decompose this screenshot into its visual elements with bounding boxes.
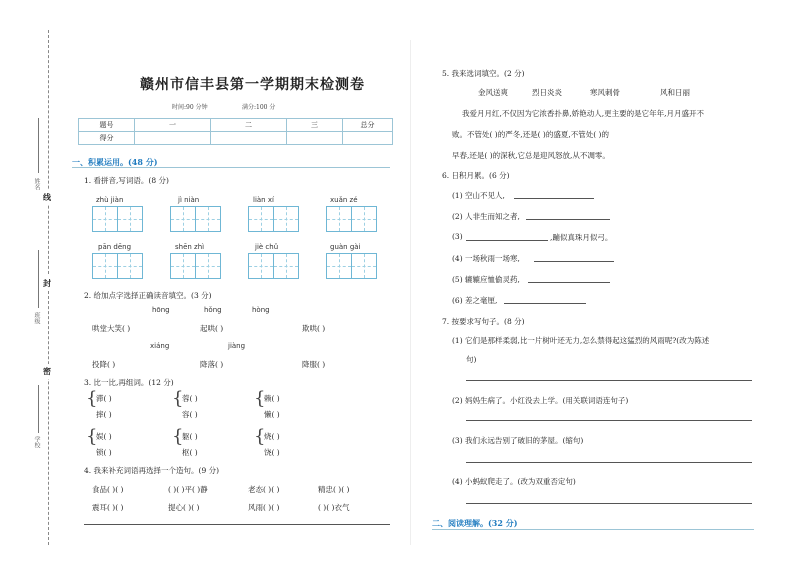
q3-item[interactable]: 枢( ) <box>182 448 198 457</box>
name-label: 姓名 <box>33 178 40 190</box>
q7-sentence: (1) 它们是那样柔弱,比一片树叶还无力,怎么禁得起这猛烈的风雨呢?(改为陈述 <box>452 336 710 345</box>
q3-item[interactable]: 烧( ) <box>264 432 280 441</box>
q6-blank[interactable] <box>514 198 594 199</box>
brace: { <box>254 426 266 447</box>
q1-pinyin: liàn xí <box>253 196 274 204</box>
score-cell: 一 <box>135 119 211 132</box>
section1-underline <box>72 167 390 168</box>
q2-title: 2. 给加点字选择正确读音填空。(3 分) <box>84 291 212 300</box>
score-cell: 三 <box>287 119 343 132</box>
q3-item[interactable]: 赖( ) <box>264 394 280 403</box>
q3-item[interactable]: 懒( ) <box>264 410 280 419</box>
tianzi-grid[interactable] <box>92 206 118 232</box>
q6-item-suffix: ,蹦似真珠月似弓。 <box>550 233 613 242</box>
class-label: 班级 <box>33 312 40 324</box>
q2-pinyin: jiàng <box>228 342 246 350</box>
q2-pinyin: hǒng <box>204 306 222 314</box>
q2-item[interactable]: 降服( ) <box>302 360 326 369</box>
score-cell: 总分 <box>343 119 393 132</box>
q6-item: (5) 辘辘应恤偷灵药, <box>452 275 520 284</box>
q5-option: 寒风刺骨 <box>590 88 620 97</box>
q5-passage-line[interactable]: 早春,还是( )的深秋,它总是迎风怒放,从不凋零。 <box>452 151 610 160</box>
score-cell: 题号 <box>79 119 135 132</box>
q7-sentence: (2) 妈妈生病了。小红没去上学。(用关联词语连句子) <box>452 396 629 405</box>
brace: { <box>172 426 184 447</box>
q2-pinyin: hōng <box>152 306 170 314</box>
brace: { <box>172 388 184 409</box>
q5-title: 5. 我来选词填空。(2 分) <box>442 69 525 78</box>
q1-pinyin: jiè chǔ <box>255 243 279 251</box>
q5-passage-line[interactable]: 败。不管处( )的严冬,还是( )的盛夏,不管处( )的 <box>452 130 609 139</box>
tianzi-grid[interactable] <box>117 253 143 279</box>
q2-item[interactable]: 欺哄( ) <box>302 324 326 333</box>
score-table <box>78 118 393 145</box>
tianzi-grid[interactable] <box>326 253 352 279</box>
exam-full-score: 满分:100 分 <box>242 104 276 111</box>
q1-title: 1. 看拼音,写词语。(8 分) <box>84 176 169 185</box>
q3-item[interactable]: 滞( ) <box>96 394 112 403</box>
q4-item[interactable]: 震耳( )( ) <box>92 503 124 512</box>
q3-item[interactable]: 蓉( ) <box>182 394 198 403</box>
q6-blank[interactable] <box>526 219 610 220</box>
q2-item[interactable]: 哄堂大笑( ) <box>92 324 131 333</box>
section2-title: 二、阅读理解。(32 分) <box>432 518 518 528</box>
tianzi-grid[interactable] <box>195 253 221 279</box>
brace: { <box>86 426 98 447</box>
tianzi-grid[interactable] <box>248 206 274 232</box>
seal-mark-line: 线 <box>43 190 51 205</box>
score-cell: 得分 <box>79 132 135 145</box>
q6-item: (6) 差之毫厘, <box>452 296 498 305</box>
q7-sentence: (3) 我们永远告别了破旧的茅屋。(缩句) <box>452 436 584 445</box>
q4-item[interactable]: ( )( )衣气 <box>318 503 350 512</box>
q1-pinyin: guàn gài <box>330 243 361 251</box>
q4-item[interactable]: 提心( )( ) <box>168 503 200 512</box>
school-underline <box>38 385 39 433</box>
q6-item: (4) 一场秋雨一场寒, <box>452 254 520 263</box>
q3-title: 3. 比一比,再组词。(12 分) <box>84 378 174 387</box>
name-underline <box>38 118 39 173</box>
q1-pinyin: jì niàn <box>178 196 200 204</box>
column-divider <box>410 40 411 545</box>
score-cell: 二 <box>211 119 287 132</box>
tianzi-grid[interactable] <box>326 206 352 232</box>
binding-margin <box>0 0 62 561</box>
q6-title: 6. 日积月累。(6 分) <box>442 171 510 180</box>
brace: { <box>254 388 266 409</box>
seal-mark-secret: 密 <box>43 364 51 379</box>
tianzi-grid[interactable] <box>170 206 196 232</box>
section2-underline <box>432 529 754 530</box>
q7-answer-line[interactable] <box>466 380 752 381</box>
q5-option: 金风送爽 <box>478 88 508 97</box>
score-input-cell[interactable] <box>287 132 343 145</box>
q4-title: 4. 我来补充词语再选择一个造句。(9 分) <box>84 466 220 475</box>
q2-item[interactable]: 降落( ) <box>200 360 224 369</box>
q3-item[interactable]: 容( ) <box>182 410 198 419</box>
q4-item[interactable]: 风雨( )( ) <box>248 503 280 512</box>
q7-sentence: 句) <box>466 355 477 364</box>
q6-item: (1) 空山不见人, <box>452 191 505 200</box>
tianzi-grid[interactable] <box>273 206 299 232</box>
q3-item[interactable]: 躯( ) <box>182 432 198 441</box>
q7-answer-line[interactable] <box>466 503 752 504</box>
seal-mark-seal: 封 <box>43 276 51 291</box>
q3-item[interactable]: 摔( ) <box>96 410 112 419</box>
exam-time: 时间:90 分钟 <box>172 104 208 111</box>
school-label: 学校 <box>33 436 40 448</box>
section1-title: 一、积累运用。(48 分) <box>72 157 158 167</box>
q6-blank[interactable] <box>528 282 610 283</box>
tianzi-grid[interactable] <box>92 253 118 279</box>
q6-item: (3) <box>452 232 463 241</box>
q2-item[interactable]: 起哄( ) <box>200 324 224 333</box>
tianzi-grid[interactable] <box>195 206 221 232</box>
q7-title: 7. 按要求写句子。(8 分) <box>442 317 525 326</box>
score-input-cell[interactable] <box>343 132 393 145</box>
score-input-cell[interactable] <box>135 132 211 145</box>
q2-item[interactable]: 投降( ) <box>92 360 116 369</box>
tianzi-grid[interactable] <box>117 206 143 232</box>
score-table-score-row <box>79 132 393 145</box>
q7-answer-line[interactable] <box>466 462 752 463</box>
exam-title: 赣州市信丰县第一学期期末检测卷 <box>140 77 365 93</box>
q7-sentence: (4) 小蚂蚁爬走了。(改为双重否定句) <box>452 477 576 486</box>
tianzi-grid[interactable] <box>351 253 377 279</box>
q6-item: (2) 人非生而知之者, <box>452 212 520 221</box>
tianzi-grid[interactable] <box>170 253 196 279</box>
tianzi-grid[interactable] <box>273 253 299 279</box>
q3-item[interactable]: 娱( ) <box>96 432 112 441</box>
q3-item[interactable]: 锁( ) <box>96 448 112 457</box>
q5-option: 风和日丽 <box>660 88 690 97</box>
q1-pinyin: pān dēng <box>98 243 132 251</box>
q2-pinyin: xiáng <box>150 342 170 350</box>
q1-pinyin: xuǎn zé <box>330 196 358 204</box>
q4-item[interactable]: ( )( )平( )静 <box>168 485 208 494</box>
score-table-header-row <box>79 119 393 132</box>
class-underline <box>38 250 39 308</box>
q4-item[interactable]: 食品( )( ) <box>92 485 124 494</box>
tianzi-grid[interactable] <box>248 253 274 279</box>
tianzi-grid[interactable] <box>351 206 377 232</box>
q1-pinyin: shēn zhì <box>175 243 205 251</box>
score-input-cell[interactable] <box>211 132 287 145</box>
q7-answer-line[interactable] <box>466 420 752 421</box>
brace: { <box>86 388 98 409</box>
q4-item[interactable]: 老态( )( ) <box>248 485 280 494</box>
q6-blank[interactable] <box>504 303 586 304</box>
q5-option: 烈日炎炎 <box>532 88 562 97</box>
q4-item[interactable]: 精忠( )( ) <box>318 485 350 494</box>
q2-pinyin: hòng <box>252 306 270 314</box>
q6-blank[interactable] <box>534 261 614 262</box>
q4-answer-line[interactable] <box>84 524 390 525</box>
q5-passage-line: 我爱月月红,不仅因为它浓香扑鼻,娇艳动人,更主要的是它年年,月月盛开不 <box>462 109 705 118</box>
q3-item[interactable]: 饶( ) <box>264 448 280 457</box>
q6-blank[interactable] <box>466 240 548 241</box>
q1-pinyin: zhù jiàn <box>96 196 124 204</box>
